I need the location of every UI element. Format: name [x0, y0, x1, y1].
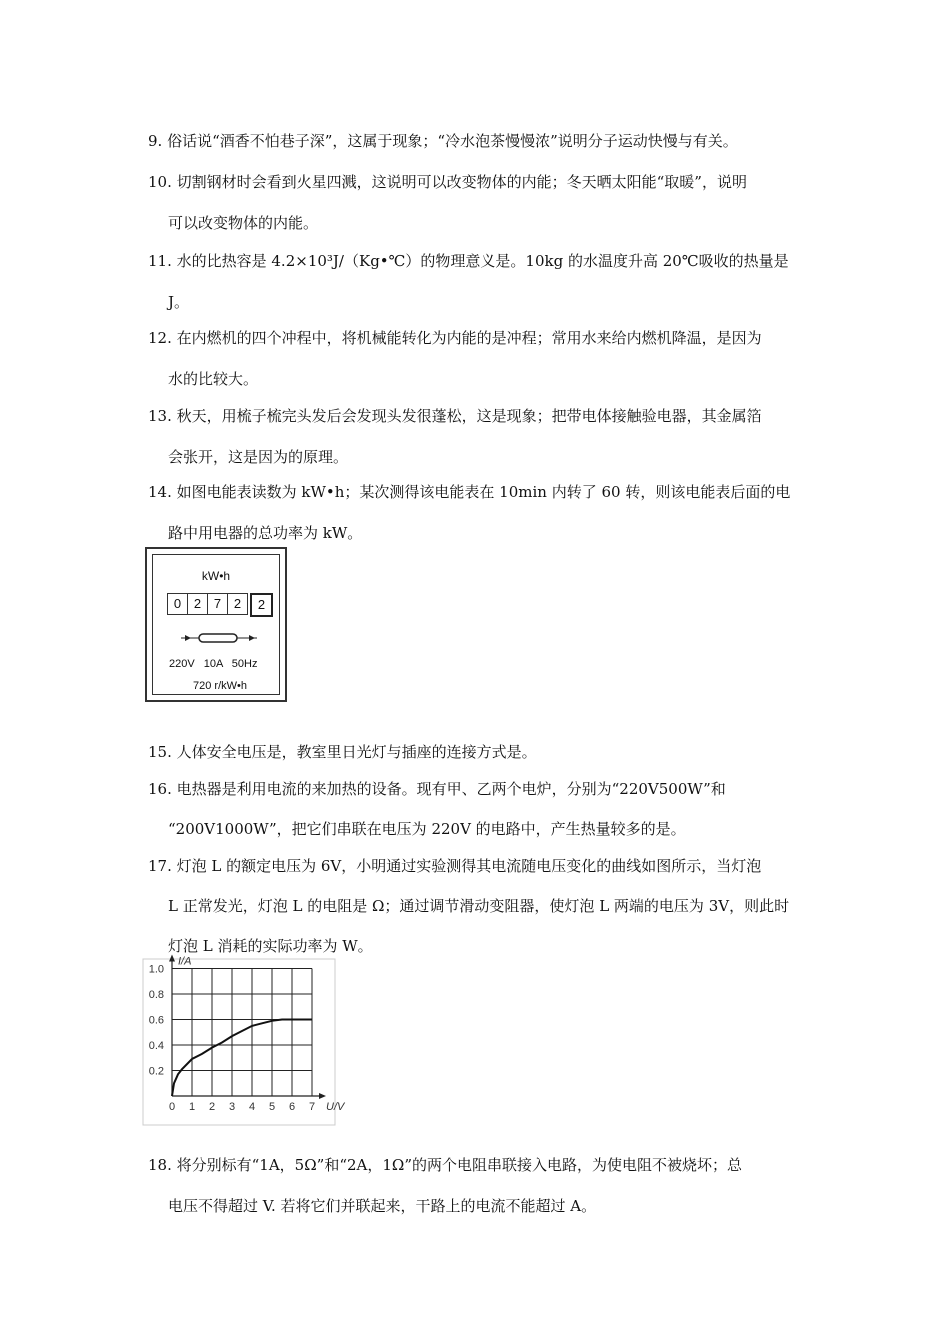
- x-tick-label: 2: [208, 1101, 216, 1113]
- meter-digit-decimal: 2: [250, 593, 273, 617]
- x-tick-label: 4: [248, 1101, 256, 1113]
- question-line: 可以改变物体的内能。: [168, 214, 319, 232]
- meter-digit: 2: [187, 593, 208, 615]
- meter-digit: 7: [207, 593, 228, 615]
- meter-spec-text: 220V 10A 50Hz: [169, 658, 258, 670]
- meter-disc-icon: [181, 632, 257, 644]
- question-line: 17. 灯泡 L 的额定电压为 6V，小明通过实验测得其电流随电压变化的曲线如图所示，当灯泡: [148, 857, 762, 875]
- question-line: 16. 电热器是利用电流的来加热的设备。现有甲、乙两个电炉，分别为“220V500W”和: [148, 780, 726, 798]
- question-line: 15. 人体安全电压是，教室里日光灯与插座的连接方式是。: [148, 743, 537, 761]
- y-axis-label: I/A: [178, 955, 192, 968]
- y-tick-label: 0.6: [148, 1014, 164, 1027]
- y-tick-label: 0.8: [148, 989, 164, 1001]
- x-tick-label: 3: [228, 1101, 236, 1113]
- meter-unit-label: kW•h: [201, 569, 231, 583]
- meter-digit: 2: [227, 593, 248, 615]
- y-tick-label: 0.2: [148, 1065, 164, 1078]
- question-line: J。: [168, 293, 190, 311]
- question-line: “200V1000W”，把它们串联在电压为 220V 的电路中，产生热量较多的是。: [168, 820, 686, 838]
- question-line: 9. 俗话说“酒香不怕巷子深”，这属于现象；“冷水泡茶慢慢浓”说明分子运动快慢与有关。: [148, 132, 738, 150]
- meter-digit: 0: [167, 593, 188, 615]
- question-line: 13. 秋天，用梳子梳完头发后会发现头发很蓬松，这是现象；把带电体接触验电器，其金属箔: [148, 407, 762, 425]
- question-line: 会张开，这是因为的原理。: [168, 448, 349, 466]
- x-tick-label: 0: [168, 1101, 176, 1113]
- x-axis-label: U/V: [326, 1101, 345, 1113]
- question-line: 电压不得超过 V. 若将它们并联起来，干路上的电流不能超过 A。: [168, 1197, 597, 1215]
- meter-rev-text: 720 r/kW•h: [193, 680, 247, 692]
- x-tick-label: 5: [268, 1101, 276, 1113]
- energy-meter-figure: [145, 547, 287, 702]
- y-tick-label: 0.4: [148, 1040, 164, 1052]
- question-line: 灯泡 L 消耗的实际功率为 W。: [168, 937, 373, 955]
- question-line: 14. 如图电能表读数为 kW•h；某次测得该电能表在 10min 内转了 60 转，则该电能表后面的电: [148, 483, 791, 501]
- y-tick-label: 1.0: [148, 963, 164, 976]
- question-line: L 正常发光，灯泡 L 的电阻是 Ω；通过调节滑动变阻器，使灯泡 L 两端的电压为 3V，则此时: [168, 897, 790, 915]
- question-line: 11. 水的比热容是 4.2×10³J/（Kg•℃）的物理意义是。10kg 的水温度升高 20℃吸收的热量是: [148, 252, 789, 270]
- meter-digit-display: [167, 593, 272, 617]
- question-line: 路中用电器的总功率为 kW。: [168, 524, 363, 542]
- x-tick-label: 7: [308, 1101, 316, 1113]
- question-line: 10. 切割钢材时会看到火星四溅，这说明可以改变物体的内能；冬天晒太阳能“取暖”，说明: [148, 173, 747, 191]
- question-line: 18. 将分别标有“1A，5Ω”和“2A，1Ω”的两个电阻串联接入电路，为使电阻不被烧坏；总: [148, 1156, 743, 1174]
- question-line: 12. 在内燃机的四个冲程中，将机械能转化为内能的是冲程；常用水来给内燃机降温，是因为: [148, 329, 762, 347]
- question-line: 水的比较大。: [168, 370, 259, 388]
- iu-graph: [143, 955, 345, 1125]
- x-tick-label: 1: [188, 1101, 196, 1113]
- x-tick-label: 6: [288, 1101, 296, 1113]
